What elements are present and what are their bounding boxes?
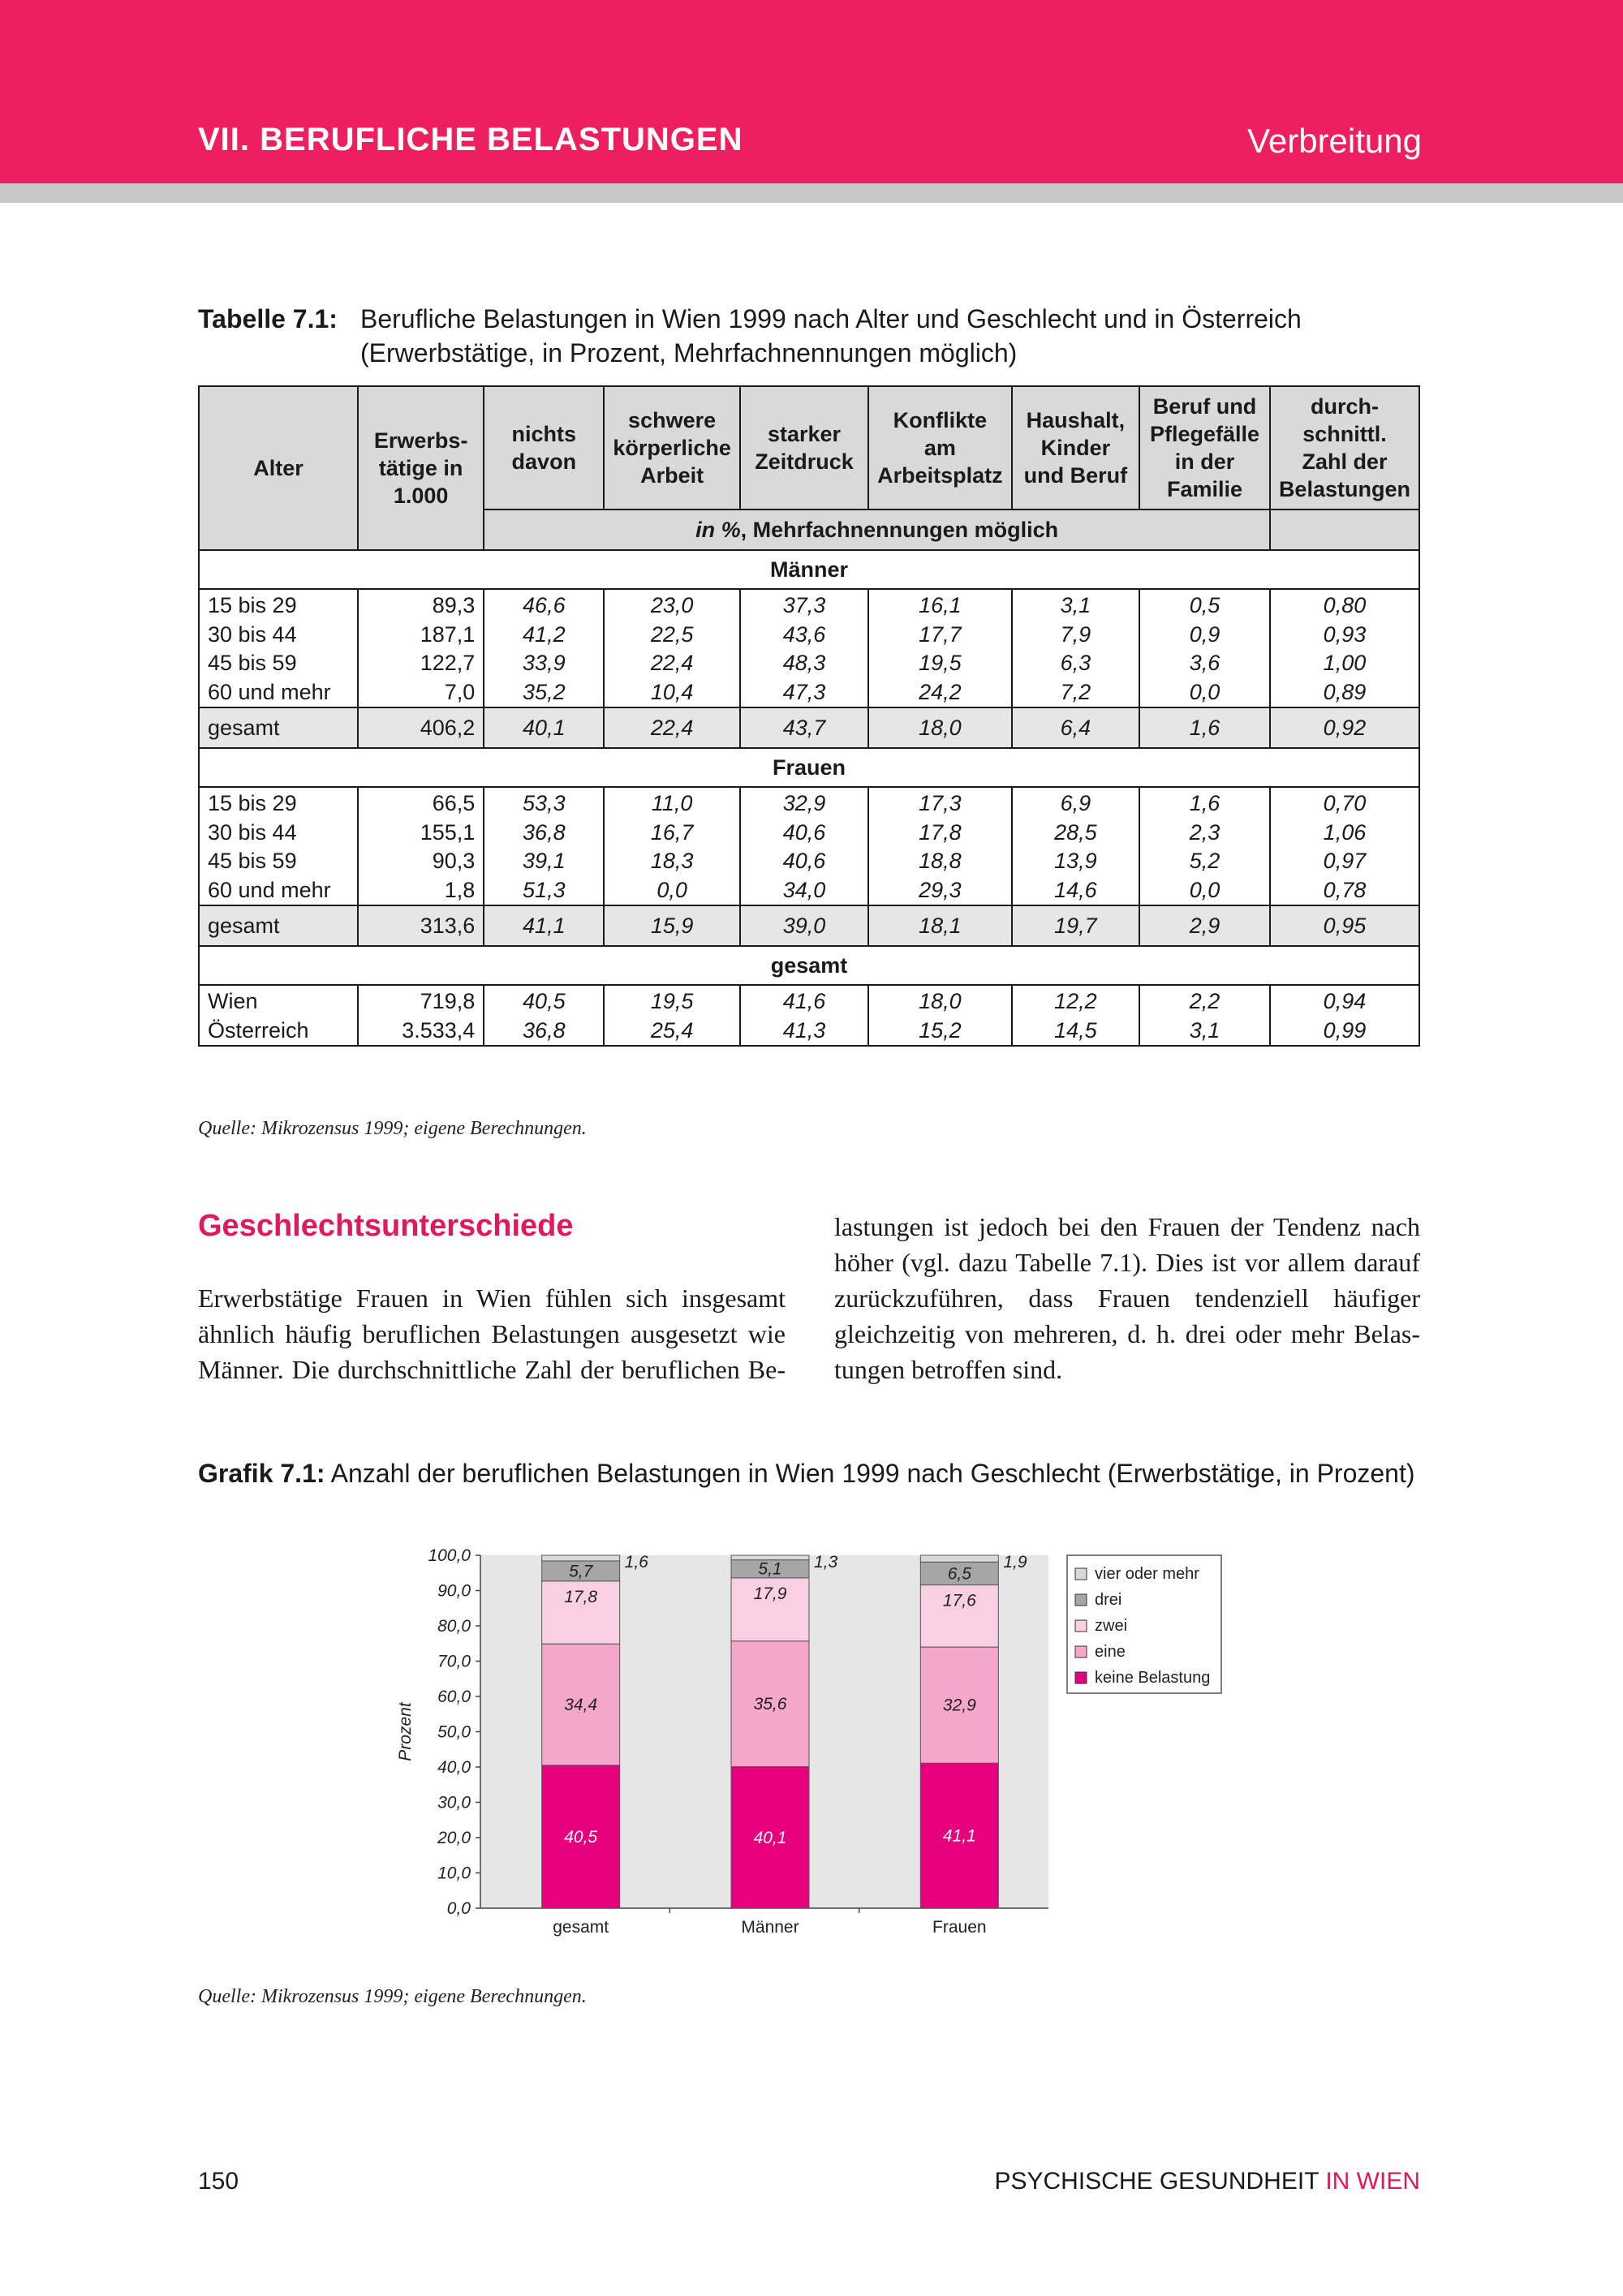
legend-label: keine Belastung bbox=[1095, 1669, 1211, 1687]
data-label: 32,9 bbox=[942, 1696, 976, 1715]
table-row bbox=[199, 819, 1419, 848]
data-label: 5,1 bbox=[758, 1559, 782, 1579]
table-total-cell: 41,1 bbox=[484, 905, 604, 946]
table-row bbox=[199, 876, 1419, 906]
table-cell: 60 und mehr bbox=[199, 876, 358, 906]
table-cell: 90,3 bbox=[358, 847, 484, 876]
legend-swatch bbox=[1075, 1568, 1087, 1580]
table-cell: 23,0 bbox=[604, 589, 740, 621]
table-header-row bbox=[199, 386, 1419, 510]
table-total-cell: 6,4 bbox=[1012, 707, 1139, 748]
table-cell: 0,9 bbox=[1139, 621, 1270, 650]
table-cell: 1,8 bbox=[358, 876, 484, 906]
table-cell: 17,7 bbox=[868, 621, 1012, 650]
table-cell: 30 bis 44 bbox=[199, 621, 358, 650]
table-cell: 32,9 bbox=[740, 787, 868, 819]
table-cell: 15 bis 29 bbox=[199, 787, 358, 819]
data-label: 1,6 bbox=[624, 1553, 648, 1572]
table-cell: 0,5 bbox=[1139, 589, 1270, 621]
data-label: 6,5 bbox=[947, 1564, 971, 1584]
stacked-bar-chart bbox=[381, 1537, 1242, 1959]
col-header: Erwerbs-tätige in 1.000 bbox=[358, 386, 484, 550]
table-cell: 2,2 bbox=[1139, 985, 1270, 1017]
data-label: 40,5 bbox=[564, 1827, 598, 1847]
table-cell: 1,06 bbox=[1270, 819, 1419, 848]
legend-swatch bbox=[1075, 1620, 1087, 1632]
table-cell: 51,3 bbox=[484, 876, 604, 906]
col-header: Alter bbox=[199, 386, 358, 550]
table-section-row bbox=[199, 946, 1419, 985]
legend-swatch bbox=[1075, 1594, 1087, 1606]
table-row bbox=[199, 787, 1419, 819]
table-cell: 5,2 bbox=[1139, 847, 1270, 876]
col-header: schwere körperliche Arbeit bbox=[604, 386, 740, 510]
table-cell: 11,0 bbox=[604, 787, 740, 819]
body-text-right bbox=[834, 1209, 1420, 1387]
table-cell: 36,8 bbox=[484, 819, 604, 848]
table-cell: 13,9 bbox=[1012, 847, 1139, 876]
y-tick-label: 60,0 bbox=[437, 1688, 471, 1706]
table-cell: 39,1 bbox=[484, 847, 604, 876]
table-total-cell: 2,9 bbox=[1139, 905, 1270, 946]
table-cell: 7,0 bbox=[358, 678, 484, 708]
table-cell: 0,94 bbox=[1270, 985, 1419, 1017]
table-cell: 15 bis 29 bbox=[199, 589, 358, 621]
table-cell: 43,6 bbox=[740, 621, 868, 650]
table-cell: 40,5 bbox=[484, 985, 604, 1017]
table-cell: 30 bis 44 bbox=[199, 819, 358, 848]
table-total-cell: 18,1 bbox=[868, 905, 1012, 946]
table-cell: 6,9 bbox=[1012, 787, 1139, 819]
text-line: Erwerbstätige Frauen in Wien fühlen sich insgesamt bbox=[198, 1283, 786, 1313]
col-header: Haushalt, Kinder und Beruf bbox=[1012, 386, 1139, 510]
data-label: 34,4 bbox=[564, 1696, 598, 1715]
col-header: Konflikte am Arbeitsplatz bbox=[868, 386, 1012, 510]
table-total-cell: gesamt bbox=[199, 707, 358, 748]
table-cell: 47,3 bbox=[740, 678, 868, 708]
table-cell: 18,8 bbox=[868, 847, 1012, 876]
table-row bbox=[199, 621, 1419, 650]
table-section-row bbox=[199, 748, 1419, 787]
data-label: 1,9 bbox=[1003, 1553, 1027, 1572]
section-heading: Geschlechtsunterschiede bbox=[198, 1209, 574, 1243]
table-cell: 0,0 bbox=[1139, 876, 1270, 906]
footer-title-accent: IN WIEN bbox=[1325, 2168, 1420, 2195]
table-total-cell: 43,7 bbox=[740, 707, 868, 748]
table-row bbox=[199, 985, 1419, 1017]
table-cell: 40,6 bbox=[740, 847, 868, 876]
chapter-title: VII. BERUFLICHE BELASTUNGEN bbox=[198, 122, 743, 157]
data-label: 17,6 bbox=[942, 1591, 976, 1610]
table-cell: 22,4 bbox=[604, 649, 740, 678]
table-cell: 18,0 bbox=[868, 985, 1012, 1017]
table-cell: 19,5 bbox=[868, 649, 1012, 678]
table-cell: 41,6 bbox=[740, 985, 868, 1017]
section-title: gesamt bbox=[199, 946, 1419, 985]
table-cell: 719,8 bbox=[358, 985, 484, 1017]
data-label: 5,7 bbox=[569, 1562, 593, 1581]
table-cell: 187,1 bbox=[358, 621, 484, 650]
table-source: Quelle: Mikrozensus 1999; eigene Berechnungen. bbox=[198, 1118, 587, 1139]
table-cell: 3.533,4 bbox=[358, 1017, 484, 1047]
header-rule bbox=[0, 183, 1623, 203]
table-total-cell: 19,7 bbox=[1012, 905, 1139, 946]
section-label: Verbreitung bbox=[1247, 122, 1422, 160]
table-cell: 0,97 bbox=[1270, 847, 1419, 876]
y-tick-label: 50,0 bbox=[437, 1722, 471, 1742]
table-cell: 16,1 bbox=[868, 589, 1012, 621]
chart-caption-text: Anzahl der beruflichen Belastungen in Wien 1999 nach Geschlecht (Erwerbstätige, in Prozent) bbox=[330, 1459, 1415, 1488]
table-cell: 7,2 bbox=[1012, 678, 1139, 708]
col-header: nichts davon bbox=[484, 386, 604, 510]
text-line: gleichzeitig von mehreren, d. h. drei oder mehr Belas- bbox=[834, 1319, 1420, 1348]
table-cell: 41,3 bbox=[740, 1017, 868, 1047]
table-cell: 33,9 bbox=[484, 649, 604, 678]
y-tick-label: 0,0 bbox=[446, 1899, 471, 1918]
table-cell: 0,70 bbox=[1270, 787, 1419, 819]
x-tick-label: Männer bbox=[741, 1918, 799, 1937]
text-line: Männer. Die durchschnittliche Zahl der beruflichen Be- bbox=[198, 1355, 786, 1384]
y-tick-label: 40,0 bbox=[437, 1758, 471, 1777]
table-cell: 0,0 bbox=[604, 876, 740, 906]
table-cell: 1,00 bbox=[1270, 649, 1419, 678]
text-line: ähnlich häufig beruflichen Belastungen ausgesetzt wie bbox=[198, 1319, 786, 1348]
table-cell: 22,5 bbox=[604, 621, 740, 650]
legend-label: drei bbox=[1095, 1591, 1122, 1609]
table-row bbox=[199, 589, 1419, 621]
y-tick-label: 80,0 bbox=[437, 1617, 471, 1636]
table-total-cell: 313,6 bbox=[358, 905, 484, 946]
text-line: tungen betroffen sind. bbox=[834, 1355, 1063, 1384]
legend-label: vier oder mehr bbox=[1095, 1565, 1199, 1583]
footer-title-main: PSYCHISCHE GESUNDHEIT bbox=[994, 2168, 1319, 2195]
table-label: Tabelle 7.1: bbox=[198, 304, 338, 333]
page-number: 150 bbox=[198, 2168, 239, 2195]
table-cell: 14,5 bbox=[1012, 1017, 1139, 1047]
legend-label: zwei bbox=[1095, 1617, 1128, 1635]
table-cell: 24,2 bbox=[868, 678, 1012, 708]
table-total-cell: 18,0 bbox=[868, 707, 1012, 748]
unit-suffix: , Mehrfachnennungen möglich bbox=[740, 518, 1059, 542]
table-cell: 0,99 bbox=[1270, 1017, 1419, 1047]
table-cell: 12,2 bbox=[1012, 985, 1139, 1017]
table-cell: 3,1 bbox=[1012, 589, 1139, 621]
table-cell: 40,6 bbox=[740, 819, 868, 848]
y-tick-label: 100,0 bbox=[428, 1546, 471, 1565]
chart-caption bbox=[198, 1459, 1415, 1489]
col-header: durch-schnittl. Zahl der Belastungen bbox=[1270, 386, 1419, 510]
text-line: lastungen ist jedoch bei den Frauen der Tendenz nach bbox=[834, 1212, 1420, 1241]
legend-swatch bbox=[1075, 1646, 1087, 1658]
col-header: starker Zeitdruck bbox=[740, 386, 868, 510]
table-caption-text: Berufliche Belastungen in Wien 1999 nach Alter und Geschlecht und in Österreich (Erwerbstätige, in Prozent, Mehrfachnennungen möglich) bbox=[360, 304, 1302, 368]
table-body bbox=[199, 550, 1419, 1046]
bar-segment bbox=[731, 1555, 809, 1560]
section-title: Frauen bbox=[199, 748, 1419, 787]
table-cell: 0,0 bbox=[1139, 678, 1270, 708]
table-cell: 0,89 bbox=[1270, 678, 1419, 708]
table-total-row bbox=[199, 905, 1419, 946]
text-line: höher (vgl. dazu Tabelle 7.1). Dies ist vor allem darauf bbox=[834, 1248, 1420, 1277]
table-total-cell: 40,1 bbox=[484, 707, 604, 748]
table-total-cell: 406,2 bbox=[358, 707, 484, 748]
table-cell: 0,93 bbox=[1270, 621, 1419, 650]
table-total-cell: 1,6 bbox=[1139, 707, 1270, 748]
x-tick-label: Frauen bbox=[932, 1918, 987, 1937]
data-label: 17,8 bbox=[564, 1587, 598, 1606]
table-cell: 15,2 bbox=[868, 1017, 1012, 1047]
y-tick-label: 70,0 bbox=[437, 1652, 471, 1671]
text-line: zurückzuführen, dass Frauen tendenziell häufiger bbox=[834, 1283, 1420, 1313]
table-cell: 1,6 bbox=[1139, 787, 1270, 819]
unit-prefix: in % bbox=[695, 518, 741, 542]
table-cell: 3,1 bbox=[1139, 1017, 1270, 1047]
table-total-row bbox=[199, 707, 1419, 748]
table-row bbox=[199, 649, 1419, 678]
x-tick-label: gesamt bbox=[553, 1918, 609, 1937]
data-label: 41,1 bbox=[942, 1826, 976, 1846]
section-title: Männer bbox=[199, 550, 1419, 589]
table-cell: 48,3 bbox=[740, 649, 868, 678]
table-cell: 17,3 bbox=[868, 787, 1012, 819]
table-cell: 35,2 bbox=[484, 678, 604, 708]
y-tick-label: 20,0 bbox=[437, 1829, 471, 1847]
unit-subheader bbox=[484, 510, 1270, 550]
footer-title bbox=[994, 2168, 1420, 2195]
legend-label: eine bbox=[1095, 1643, 1126, 1661]
table-cell: Wien bbox=[199, 985, 358, 1017]
table-cell: 37,3 bbox=[740, 589, 868, 621]
table-row bbox=[199, 847, 1419, 876]
table-cell: 28,5 bbox=[1012, 819, 1139, 848]
table-cell: 45 bis 59 bbox=[199, 649, 358, 678]
table-cell: 45 bis 59 bbox=[199, 847, 358, 876]
y-axis-label: Prozent bbox=[396, 1702, 415, 1761]
data-label: 40,1 bbox=[753, 1828, 787, 1847]
table-cell: 46,6 bbox=[484, 589, 604, 621]
table-section-row bbox=[199, 550, 1419, 589]
table-cell: 25,4 bbox=[604, 1017, 740, 1047]
table-cell: 0,80 bbox=[1270, 589, 1419, 621]
table-total-cell: 0,92 bbox=[1270, 707, 1419, 748]
legend-swatch bbox=[1075, 1672, 1087, 1683]
table-cell: 66,5 bbox=[358, 787, 484, 819]
table-row bbox=[199, 678, 1419, 708]
table-cell: 36,8 bbox=[484, 1017, 604, 1047]
table-cell: 7,9 bbox=[1012, 621, 1139, 650]
table-cell: 53,3 bbox=[484, 787, 604, 819]
table-cell: 14,6 bbox=[1012, 876, 1139, 906]
table-cell: 3,6 bbox=[1139, 649, 1270, 678]
table-cell: 18,3 bbox=[604, 847, 740, 876]
data-label: 17,9 bbox=[753, 1584, 787, 1603]
table-cell: 60 und mehr bbox=[199, 678, 358, 708]
table-cell: 17,8 bbox=[868, 819, 1012, 848]
table-row bbox=[199, 1017, 1419, 1047]
table-cell: 16,7 bbox=[604, 819, 740, 848]
data-table bbox=[198, 385, 1420, 1047]
chart-label: Grafik 7.1: bbox=[198, 1459, 325, 1488]
table-cell: 122,7 bbox=[358, 649, 484, 678]
table-total-cell: 22,4 bbox=[604, 707, 740, 748]
table-total-cell: 39,0 bbox=[740, 905, 868, 946]
y-tick-label: 90,0 bbox=[437, 1581, 471, 1601]
y-tick-label: 10,0 bbox=[437, 1864, 471, 1883]
table-total-cell: gesamt bbox=[199, 905, 358, 946]
col-header: Beruf und Pflegefälle in der Familie bbox=[1139, 386, 1270, 510]
table-cell: 89,3 bbox=[358, 589, 484, 621]
data-label: 35,6 bbox=[753, 1695, 787, 1714]
table-cell: 29,3 bbox=[868, 876, 1012, 906]
table-cell: 41,2 bbox=[484, 621, 604, 650]
table-cell: 10,4 bbox=[604, 678, 740, 708]
table-cell: 155,1 bbox=[358, 819, 484, 848]
table-total-cell: 0,95 bbox=[1270, 905, 1419, 946]
bar-segment bbox=[542, 1555, 620, 1561]
bar-segment bbox=[920, 1555, 998, 1562]
table-total-cell: 15,9 bbox=[604, 905, 740, 946]
table-cell: 2,3 bbox=[1139, 819, 1270, 848]
table-cell: 0,78 bbox=[1270, 876, 1419, 906]
table-cell: 19,5 bbox=[604, 985, 740, 1017]
table-cell: 34,0 bbox=[740, 876, 868, 906]
y-tick-label: 30,0 bbox=[437, 1793, 471, 1812]
unit-subheader-empty bbox=[1270, 510, 1419, 550]
table-cell: Österreich bbox=[199, 1017, 358, 1047]
chart-source: Quelle: Mikrozensus 1999; eigene Berechnungen. bbox=[198, 1986, 587, 2007]
table-cell: 6,3 bbox=[1012, 649, 1139, 678]
body-text-left bbox=[198, 1280, 786, 1387]
data-label: 1,3 bbox=[814, 1553, 838, 1572]
